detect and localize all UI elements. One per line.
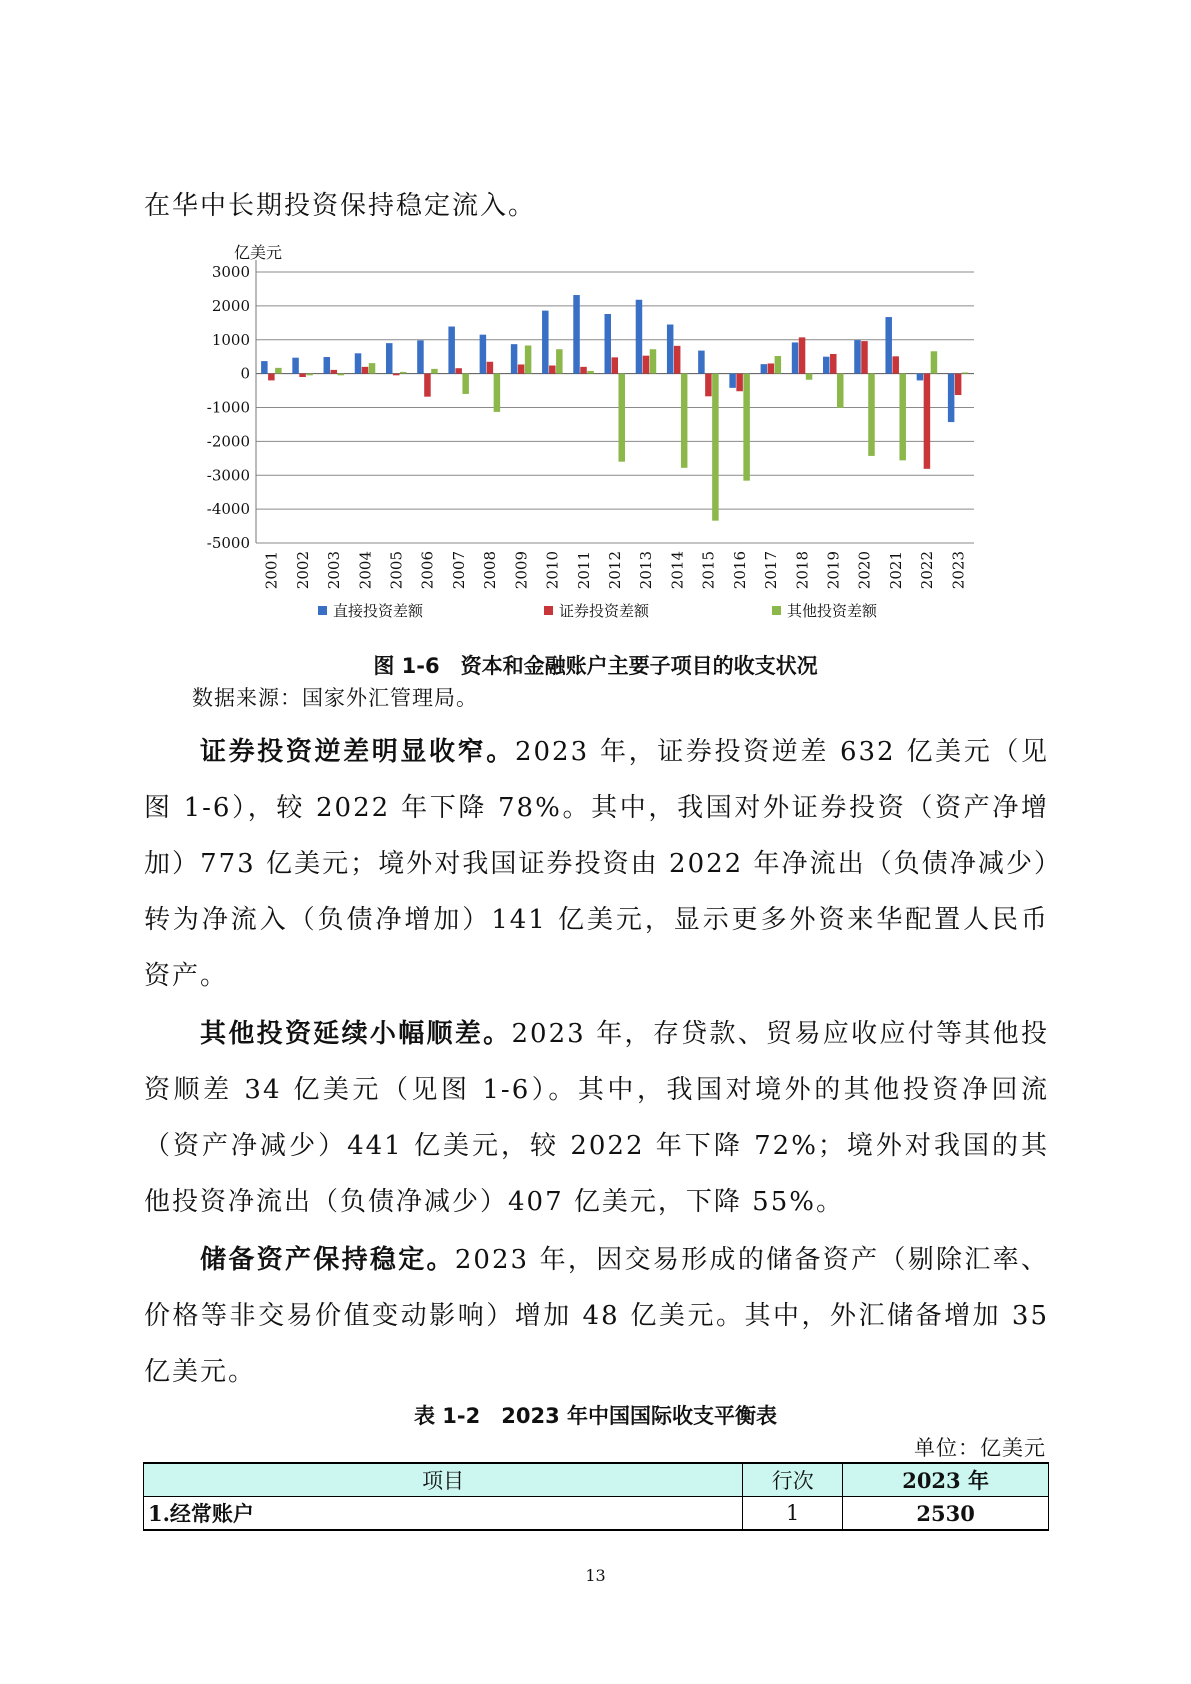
figure-caption: 图 1-6 资本和金融账户主要子项目的收支状况: [373, 654, 818, 678]
bar: [587, 371, 594, 374]
paragraph-body: 2023 年，存贷款、贸易应收应付等其他投资顺差 34 亿美元（见图 1-6）。其中，我国对境外的其他投资净回流（资产净减少）441 亿美元，较 2022 年下降 72%；境外对我国的其他投资净流出（负债净减少）407 亿美元，下降 55%。: [144, 1019, 1049, 1217]
bar: [823, 357, 830, 374]
intro-text: 在华中长期投资保持稳定流入。: [144, 191, 537, 221]
bar: [299, 374, 306, 377]
bar: [580, 367, 587, 374]
y-tick-label: -4000: [206, 500, 250, 519]
bar: [681, 374, 688, 468]
bar: [792, 342, 799, 373]
bar: [931, 351, 938, 373]
bar: [275, 368, 282, 374]
bar: [885, 317, 892, 374]
header-item: 项目: [144, 1463, 743, 1497]
bar: [525, 346, 532, 374]
x-tick-label: 2016: [730, 551, 749, 590]
bar: [549, 365, 556, 373]
bar: [636, 300, 643, 374]
x-tick-label: 2006: [418, 551, 437, 590]
y-tick-label: -5000: [206, 534, 250, 552]
bar: [331, 370, 338, 374]
bar: [487, 362, 494, 374]
bar: [761, 364, 768, 373]
x-tick-label: 2007: [449, 551, 468, 590]
y-tick-label: 3000: [211, 263, 250, 281]
bar: [854, 340, 861, 374]
bar: [393, 374, 400, 376]
y-tick-label: 0: [240, 364, 250, 383]
x-tick-label: 2004: [356, 551, 375, 590]
paragraph-securities: [144, 724, 1049, 1004]
bar: [292, 358, 299, 374]
bar: [948, 374, 955, 422]
x-tick-label: 2017: [762, 551, 781, 590]
bar: [448, 327, 455, 374]
x-tick-label: 2023: [949, 551, 968, 590]
paragraph-reserves: [144, 1232, 1049, 1400]
cell-row-number: 1: [743, 1497, 843, 1531]
bar: [518, 364, 525, 373]
bar: [619, 374, 626, 462]
bar: [955, 374, 962, 395]
x-tick-label: 2015: [699, 551, 718, 590]
chart-svg: [180, 240, 1000, 640]
bar: [511, 344, 518, 373]
legend-label: 其他投资差额: [787, 602, 878, 620]
y-tick-label: -2000: [206, 432, 250, 451]
x-tick-label: 2009: [512, 551, 531, 590]
header-row-number: 行次: [743, 1463, 843, 1497]
page-number: 13: [585, 1566, 606, 1585]
bar: [261, 361, 268, 374]
x-tick-label: 2019: [824, 551, 843, 590]
legend-swatch: [772, 606, 781, 615]
bar: [338, 374, 345, 376]
bar: [643, 356, 650, 374]
x-tick-label: 2005: [387, 551, 406, 590]
bar: [892, 356, 899, 373]
x-tick-label: 2001: [262, 551, 281, 590]
bar: [556, 349, 563, 373]
paragraph-other-investment: [144, 1006, 1049, 1230]
bar: [455, 368, 462, 373]
bar: [355, 353, 362, 373]
bar: [573, 295, 580, 374]
bar: [268, 374, 275, 381]
y-axis-label: 亿美元: [234, 243, 283, 262]
x-tick-label: 2014: [668, 551, 687, 590]
bar: [306, 374, 313, 376]
balance-of-payments-table: [143, 1462, 1049, 1531]
paragraph-lead: 储备资产保持稳定。: [200, 1245, 455, 1275]
x-tick-label: 2002: [293, 551, 312, 590]
bar: [324, 357, 331, 374]
y-tick-label: 1000: [211, 330, 250, 349]
legend-swatch: [544, 606, 553, 615]
x-tick-label: 2022: [918, 551, 937, 590]
bar: [743, 374, 750, 481]
bar: [729, 374, 736, 388]
bar: [431, 369, 438, 374]
cell-value: 2530: [843, 1497, 1049, 1531]
y-tick-label: -3000: [206, 466, 250, 485]
table-unit: 单位：亿美元: [914, 1436, 1046, 1460]
bar: [494, 374, 501, 412]
bar: [917, 374, 924, 381]
bar: [667, 325, 674, 374]
bar: [868, 374, 875, 456]
bar: [369, 363, 376, 374]
bar: [386, 343, 393, 373]
x-tick-label: 2003: [325, 551, 344, 590]
bar: [899, 374, 906, 461]
bar: [612, 357, 619, 373]
bar: [837, 374, 844, 408]
bar: [480, 335, 487, 374]
bar: [417, 340, 424, 373]
bar: [830, 354, 837, 374]
bar: [861, 341, 868, 374]
x-tick-label: 2010: [543, 551, 562, 590]
x-tick-label: 2012: [606, 551, 624, 590]
bar: [768, 363, 775, 373]
legend-label: 直接投资差额: [333, 602, 424, 620]
bar: [542, 311, 549, 374]
bar: [775, 356, 782, 374]
table-caption: 表 1-2 2023 年中国国际收支平衡表: [413, 1404, 777, 1428]
legend-label: 证券投资差额: [559, 602, 650, 620]
cell-item: 1.经常账户: [144, 1497, 743, 1531]
paragraph-body: 2023 年，因交易形成的储备资产（剔除汇率、价格等非交易价值变动影响）增加 48 亿美元。其中，外汇储备增加 35 亿美元。: [144, 1245, 1049, 1387]
bar: [674, 346, 681, 374]
capital-financial-chart: [180, 240, 1000, 640]
bar: [924, 374, 931, 469]
legend-swatch: [318, 606, 327, 615]
x-tick-label: 2011: [574, 551, 593, 590]
bar: [736, 374, 743, 392]
bar: [462, 374, 469, 394]
header-year: 2023 年: [843, 1463, 1049, 1497]
bar: [362, 367, 369, 374]
bar: [962, 372, 969, 373]
bar: [712, 374, 719, 521]
bar: [806, 374, 813, 380]
bar: [400, 372, 407, 374]
table-header-row: [144, 1463, 1049, 1497]
x-tick-label: 2020: [855, 551, 874, 590]
y-tick-label: 2000: [211, 296, 250, 315]
bar: [424, 374, 431, 397]
paragraph-lead: 证券投资逆差明显收窄。: [200, 737, 515, 767]
bar: [799, 337, 806, 373]
table-row: [144, 1497, 1049, 1531]
bar: [650, 349, 657, 373]
bar: [605, 314, 612, 374]
x-tick-label: 2021: [886, 551, 905, 590]
paragraph-lead: 其他投资延续小幅顺差。: [200, 1019, 512, 1049]
y-tick-label: -1000: [206, 398, 250, 417]
x-tick-label: 2013: [637, 551, 656, 590]
figure-source: 数据来源：国家外汇管理局。: [192, 686, 478, 710]
paragraph-body: 2023 年，证券投资逆差 632 亿美元（见图 1-6），较 2022 年下降 78%。其中，我国对外证券投资（资产净增加）773 亿美元；境外对我国证券投资由 2022 年净流出（负债净减少）转为净流入（负债净增加）141 亿美元，显示更多外资来华配置人民币资产。: [144, 737, 1049, 991]
x-tick-label: 2008: [481, 551, 500, 590]
bar: [705, 374, 712, 397]
x-tick-label: 2018: [793, 551, 812, 590]
bar: [698, 351, 705, 374]
